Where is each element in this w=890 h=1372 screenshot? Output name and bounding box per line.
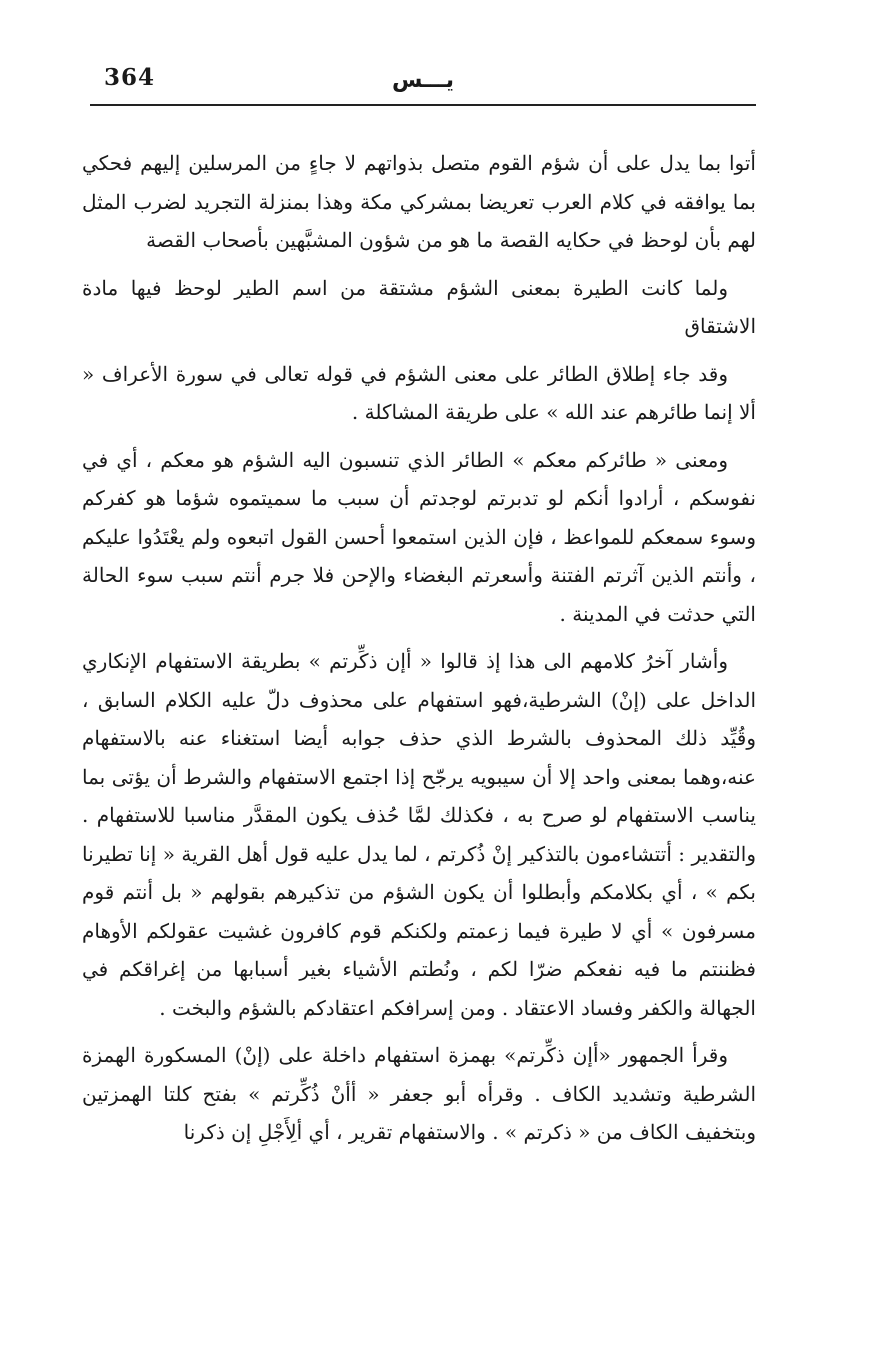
paragraph: ومعنى « طائركم معكم » الطائر الذي تنسبون اليه الشؤم هو معكم ، أي في نفوسكم ، أرادوا أنكم لو تدبرتم لوجدتم أن سبب ما سميتموه شؤما هو كفركم وسوء سمعكم للمواعظ ، فإن الذين استمعوا أحسن القول اتبعوه ولم يعْتَدُوا عليكم ، وأنتم الذين آثرتم الفتنة وأسعرتم البغضاء والإحن فلا جرم أنتم سبب سوء الحالة التي حدثت في المدينة . bbox=[82, 447, 756, 626]
paragraph: ولما كانت الطيرة بمعنى الشؤم مشتقة من اسم الطير لوحظ فيها مادة الاشتقاق bbox=[82, 275, 756, 338]
paragraph: وأشار آخرُ كلامهم الى هذا إذ قالوا « أإن ذكِّرتم » بطريقة الاستفهام الإنكاري الداخل على (إنْ) الشرطية،فهو استفهام على محذوف دلّ عليه الكلام السابق ، وقُيِّد ذلك المحذوف بالشرط الذي حذف جوابه أيضا استغناء عنه بالاستفهام عنه،وهما بمعنى واحد إلا أن سيبويه يرجّح إذا اجتمع الاستفهام والشرط أن يؤتى بما يناسب الاستفهام لو صرح به ، فكذلك لمَّا حُذف يكون المقدَّر مناسبا للاستفهام . والتقدير : أتتشاءمون بالتذكير إنْ ذُكرتم ، لما يدل عليه قول أهل القرية « إنا تطيرنا بكم » ، أي بكلامكم وأبطلوا أن يكون الشؤم من تذكيرهم بقولهم « بل أنتم قوم مسرفون » أي لا طيرة فيما زعمتم ولكنكم قوم كافرون غشيت عقولكم الأوهام فظننتم ما فيه نفعكم ضرّا لكم ، ونُطتم الأشياء بغير أسبابها من إغراقكم في الجهالة والكفر وفساد الاعتقاد . ومن إسرافكم اعتقادكم بالشؤم والبخت . bbox=[82, 649, 756, 1020]
paragraph: وقرأ الجمهور «أإن ذكِّرتم» بهمزة استفهام داخلة على (إنْ) المسكورة الهمزة الشرطية وتشديد الكاف . وقرأه أبو جعفر « أأنْ ذُكِّرتم » بفتح كلتا الهمزتين وبتخفيف الكاف من « ذكرتم » . والاستفهام تقرير ، أي ألِأَجْلِ إن ذكرنا bbox=[82, 1043, 756, 1144]
paragraph: وقد جاء إطلاق الطائر على معنى الشؤم في قوله تعالى في سورة الأعراف « ألا إنما طائرهم عند الله » على طريقة المشاكلة . bbox=[82, 361, 756, 424]
page-number: 364 bbox=[104, 64, 156, 91]
page-header bbox=[92, 62, 754, 102]
header-rule bbox=[90, 104, 756, 106]
body-text bbox=[82, 144, 756, 1161]
paragraph: أتوا بما يدل على أن شؤم القوم متصل بذواتهم لا جاءٍ من المرسلين إليهم فحكي بما يوافقه في كلام العرب تعريضا بمشركي مكة وهذا بمنزلة التجريد لضرب المثل لهم بأن لوحظ في حكايه القصة ما هو من شؤون المشبَّهين بأصحاب القصة bbox=[82, 151, 756, 252]
running-title: يـــس bbox=[392, 68, 454, 93]
